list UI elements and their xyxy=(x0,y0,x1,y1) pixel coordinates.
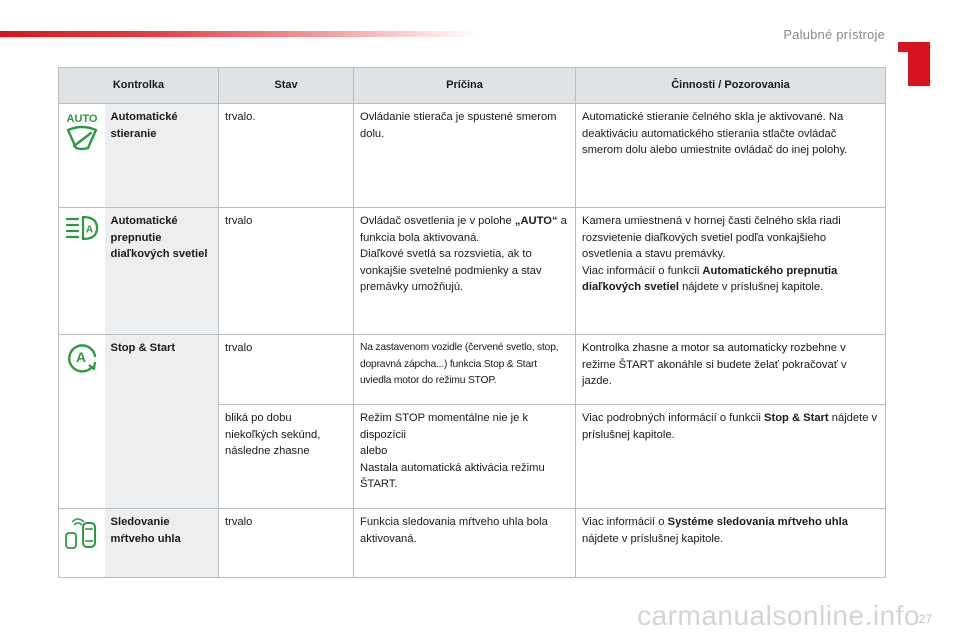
col-header-stav: Stav xyxy=(219,68,354,104)
icon-cell xyxy=(59,509,105,578)
row-status: trvalo xyxy=(219,335,354,405)
row-status: bliká po dobu niekoľkých sekúnd, následne zhasne xyxy=(219,405,354,509)
row-status: trvalo xyxy=(219,509,354,578)
row-label: Stop & Start xyxy=(105,335,219,509)
icon-cell xyxy=(59,208,105,335)
auto-high-beam-icon xyxy=(63,214,101,242)
row-action: Viac informácií o Systéme sledovania mŕtveho uhla nájdete v príslušnej kapitole. xyxy=(576,509,886,578)
chapter-number-glyph xyxy=(908,42,930,86)
warning-lights-table xyxy=(58,67,886,578)
row-action: Kontrolka zhasne a motor sa automaticky rozbehne v režime ŠTART akonáhle si budete želať pokračovať v jazde. xyxy=(576,335,886,405)
col-header-pricina: Príčina xyxy=(354,68,576,104)
stop-start-icon xyxy=(63,341,101,375)
row-cause: Ovládanie stierača je spustené smerom dolu. xyxy=(354,104,576,208)
svg-text:A: A xyxy=(75,349,86,365)
watermark: carmanualsonline.info xyxy=(637,600,920,631)
row-cause: Režim STOP momentálne nie je k dispozícii alebo Nastala automatická aktivácia režimu ŠTART. xyxy=(354,405,576,509)
table-row xyxy=(59,509,886,578)
svg-text:AUTO: AUTO xyxy=(66,113,98,125)
col-header-cinnosti: Činnosti / Pozorovania xyxy=(576,68,886,104)
row-action: Kamera umiestnená v hornej časti čelného skla riadi rozsvietenie diaľkových svetiel podľa vonkajšieho osvetlenia a stavu premávky. Viac informácií o funkcii Automatického prepnutia diaľkových svetiel nájdete v príslušnej kapitole. xyxy=(576,208,886,335)
row-action: Automatické stieranie čelného skla je aktivované. Na deaktiváciu automatického stierania stlačte ovládač smerom dolu alebo umiestnite ovládač do inej polohy. xyxy=(576,104,886,208)
chapter-title: Palubné prístroje xyxy=(783,27,885,42)
row-cause: Na zastavenom vozidle (červené svetlo, stop, dopravná zápcha...) funkcia Stop & Start uviedla motor do režimu STOP. xyxy=(354,335,576,405)
row-cause: Ovládač osvetlenia je v polohe „AUTO“ a funkcia bola aktivovaná. Diaľkové svetlá sa rozsvietia, ak to vonkajšie svetelné podmienky a stav premávky umožňujú. xyxy=(354,208,576,335)
auto-wiper-icon xyxy=(63,110,101,154)
row-action: Viac podrobných informácií o funkcii Stop & Start nájdete v príslušnej kapitole. xyxy=(576,405,886,509)
col-header-kontrolka: Kontrolka xyxy=(59,68,219,104)
table-row xyxy=(59,335,886,405)
row-label: Automatické prepnutie diaľkových svetiel xyxy=(105,208,219,335)
header-red-bar xyxy=(0,31,480,37)
icon-cell xyxy=(59,335,105,509)
row-label: Sledovanie mŕtveho uhla xyxy=(105,509,219,578)
row-status: trvalo xyxy=(219,208,354,335)
table-row xyxy=(59,104,886,208)
row-label: Automatické stieranie xyxy=(105,104,219,208)
row-cause: Funkcia sledovania mŕtveho uhla bola aktivovaná. xyxy=(354,509,576,578)
row-status: trvalo. xyxy=(219,104,354,208)
icon-cell xyxy=(59,104,105,208)
table-header-row xyxy=(59,68,886,104)
blind-spot-icon xyxy=(63,515,101,551)
table-row xyxy=(59,208,886,335)
svg-text:A: A xyxy=(85,224,93,236)
page-number: 27 xyxy=(918,612,932,626)
